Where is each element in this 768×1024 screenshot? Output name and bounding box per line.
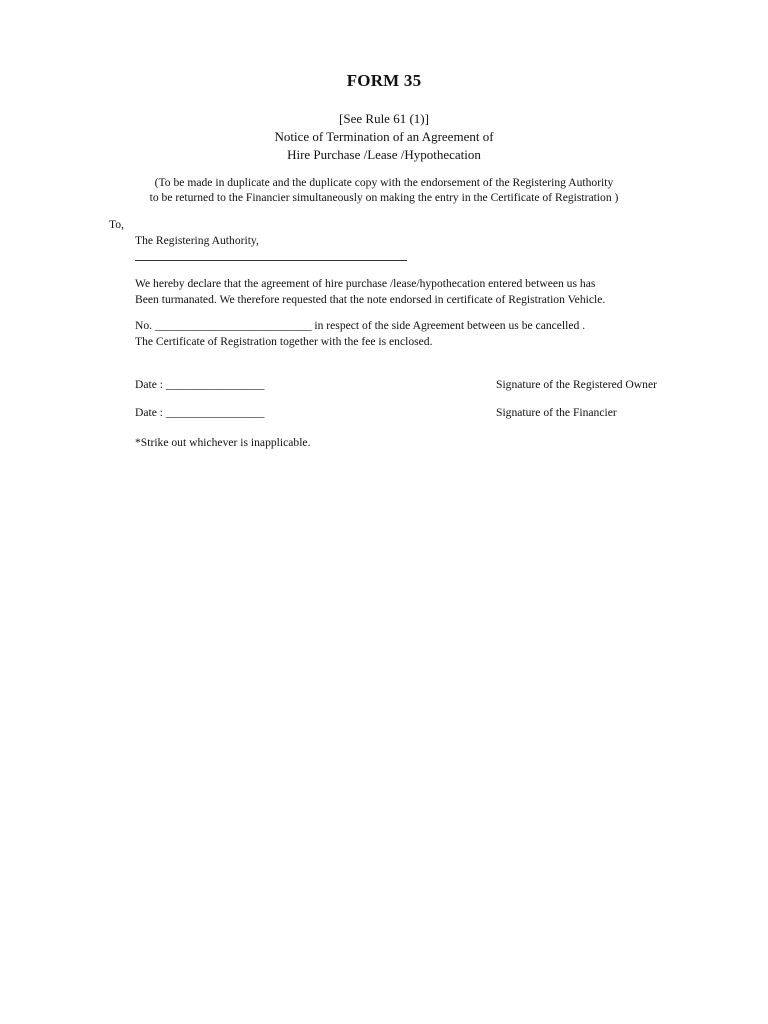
declaration-paragraph: [135, 276, 695, 308]
authority-address-blank: [135, 260, 407, 261]
declaration-line-2: Been turmanated. We therefore requested that the note endorsed in certificate of Registration Vehicle.: [135, 293, 606, 306]
registered-owner-signature: Signature of the Registered Owner: [496, 378, 657, 391]
footnote: *Strike out whichever is inapplicable.: [135, 436, 311, 449]
registration-number-line: No. ___________________________ in respect of the side Agreement between us be cancelled .: [135, 319, 586, 332]
date-field-financier: Date : _________________: [135, 406, 265, 419]
certificate-enclosed-line: The Certificate of Registration together with the fee is enclosed.: [135, 335, 433, 348]
instruction-line-2: to be returned to the Financier simultaneously on making the entry in the Certificate of Registration ): [149, 191, 619, 204]
to-label: To,: [109, 218, 124, 231]
registration-paragraph: [135, 318, 695, 350]
notice-title-line-2: Hire Purchase /Lease /Hypothecation: [287, 147, 481, 162]
notice-title-line-1: Notice of Termination of an Agreement of: [274, 129, 494, 144]
form-title: FORM 35: [346, 71, 422, 90]
registering-authority-label: The Registering Authority,: [135, 234, 259, 247]
rule-reference: [See Rule 61 (1)]: [339, 111, 429, 126]
instruction-line-1: (To be made in duplicate and the duplicate copy with the endorsement of the Registering Authority: [154, 176, 614, 189]
date-field-owner: Date : _________________: [135, 378, 265, 391]
declaration-line-1: We hereby declare that the agreement of hire purchase /lease/hypothecation entered between us has: [135, 277, 596, 290]
financier-signature: Signature of the Financier: [496, 406, 617, 419]
